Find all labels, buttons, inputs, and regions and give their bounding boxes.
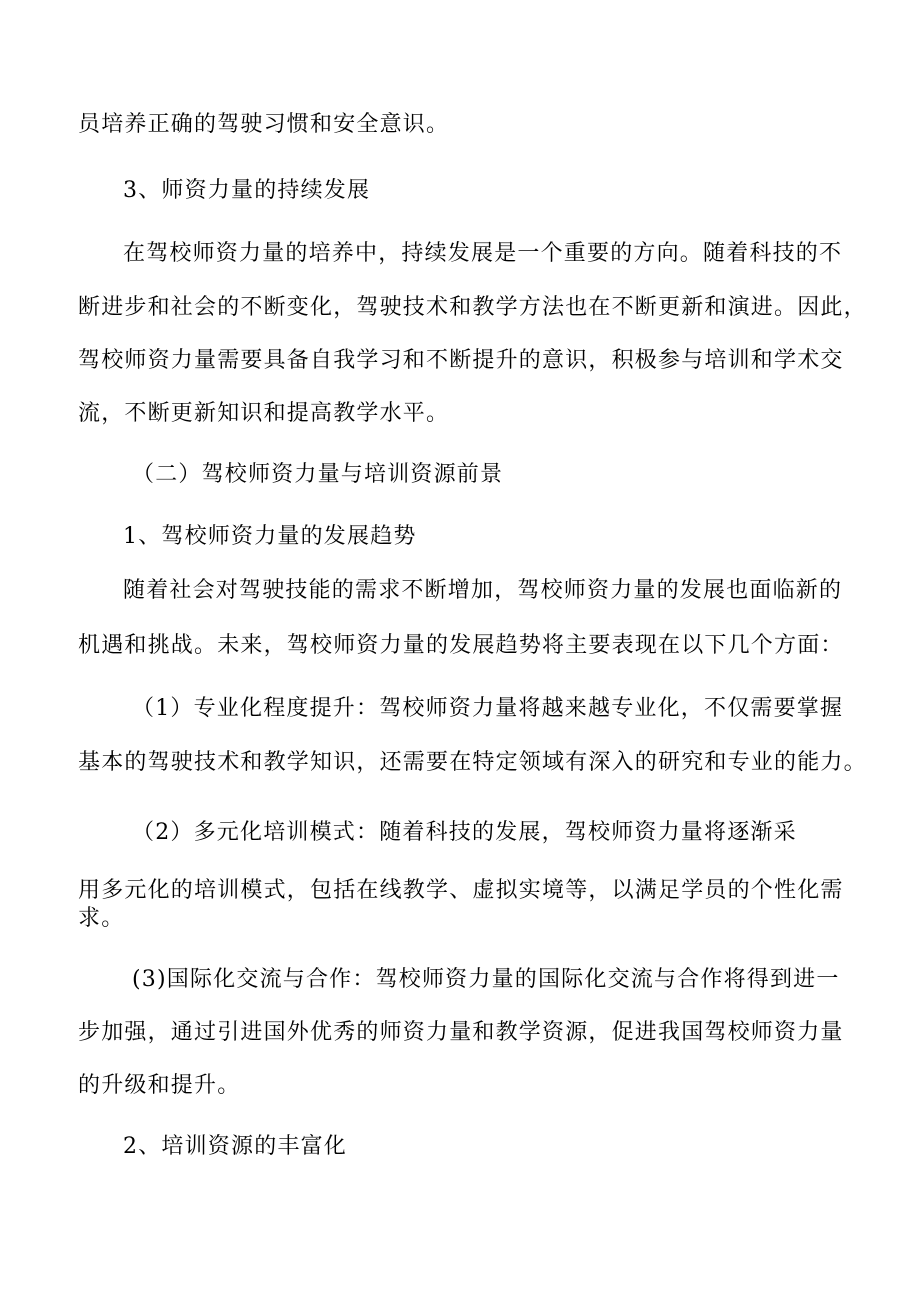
paragraph-line: 员培养正确的驾驶习惯和安全意识。 [78,112,450,137]
paragraph-line: （1）专业化程度提升：驾校师资力量将越来越专业化，不仅需要掌握 [132,696,844,721]
paragraph-line: 求。 [78,906,125,931]
paragraph-line: 基本的驾驶技术和教学知识，还需要在特定领域有深入的研究和专业的能力。 [78,750,867,775]
paragraph-line: 驾校师资力量需要具备自我学习和不断提升的意识，积极参与培训和学术交 [78,348,844,373]
paragraph-line: 的升级和提升。 [78,1073,241,1098]
paragraph-line: （2）多元化培训模式：随着科技的发展，驾校师资力量将逐渐采 [132,820,797,845]
paragraph-line: 用多元化的培训模式，包括在线教学、虚拟实境等，以满足学员的个性化需 [78,878,844,903]
paragraph-line: 步加强，通过引进国外优秀的师资力量和教学资源，促进我国驾校师资力量 [78,1020,844,1045]
paragraph-line: 在驾校师资力量的培养中，持续发展是一个重要的方向。随着科技的不 [123,241,843,266]
paragraph-line: 随着社会对驾驶技能的需求不断增加，驾校师资力量的发展也面临新的 [123,578,843,603]
paragraph-line: (3)国际化交流与合作：驾校师资力量的国际化交流与合作将得到进一 [132,967,840,992]
section-heading: 1、驾校师资力量的发展趋势 [123,524,417,549]
section-heading: 3、师资力量的持续发展 [123,178,371,203]
paragraph-line: 流，不断更新知识和提高教学水平。 [78,401,450,426]
paragraph-line: 断进步和社会的不断变化，驾驶技术和教学方法也在不断更新和演进。因此， [78,295,867,320]
paragraph-line: 机遇和挑战。未来，驾校师资力量的发展趋势将主要表现在以下几个方面： [78,633,844,658]
section-heading: （二）驾校师资力量与培训资源前景 [132,462,504,487]
section-heading: 2、培训资源的丰富化 [123,1134,347,1159]
